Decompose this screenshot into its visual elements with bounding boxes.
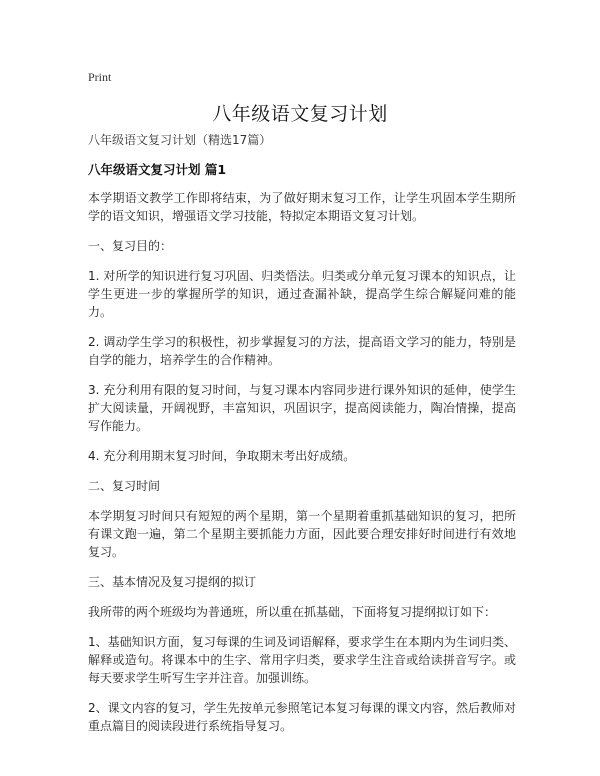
document-body [88,131,516,747]
outline-item-1: 1、基础知识方面，复习每课的生词及词语解释，要求学生在本期内为生词归类、解释或造句。将课本中的生字、常用字归类，要求学生注音或给读拼音写字。或每天要求学生听写生字并注音。加强训练。 [88,635,516,685]
review-time-paragraph: 本学期复习时间只有短短的两个星期，第一个星期着重抓基础知识的复习，把所有课文跑一遍，第二个星期主要抓能力方面，因此要合理安排好时间进行有效地复习。 [88,509,516,559]
document-subtitle: 八年级语文复习计划（精选17篇） [88,133,272,147]
purpose-item-3: 3. 充分利用有限的复习时间，与复习课本内容同步进行课外知识的延伸，使学生扩大阅读量，开阔视野，丰富知识，巩固识字，提高阅读能力，陶冶情操，提高写作能力。 [88,383,516,433]
purpose-item-4: 4. 充分利用期末复习时间，争取期末考出好成绩。 [88,449,356,463]
purpose-item-1: 1. 对所学的知识进行复习巩固、归类悟法。归类或分单元复习课本的知识点，让学生更进一步的掌握所学的知识，通过查漏补缺，提高学生综合解疑问难的能力。 [88,269,516,319]
heading-review-purpose: 一、复习目的： [88,239,173,253]
section-heading: 八年级语文复习计划 篇1 [88,162,227,177]
outline-item-2: 2、课文内容的复习，学生先按单元参照笔记本复习每课的课文内容，然后教师对重点篇目的阅读段进行系统指导复习。 [88,701,516,733]
purpose-item-2: 2. 调动学生学习的积极性，初步掌握复习的方法，提高语文学习的能力，特别是自学的能力，培养学生的合作精神。 [88,335,516,367]
heading-basic-situation: 三、基本情况及复习提纲的拟订 [88,575,257,589]
heading-review-time: 二、复习时间 [88,479,161,493]
intro-paragraph: 本学期语文教学工作即将结束，为了做好期末复习工作，让学生巩固本学生期所学的语文知识，增强语文学习技能，特拟定本期语文复习计划。 [88,191,516,223]
print-link[interactable]: Print [88,70,112,84]
page-title: 八年级语文复习计划 [212,103,388,125]
basic-situation-paragraph: 我所带的两个班级均为普通班，所以重在抓基础，下面将复习提纲拟订如下： [88,605,497,619]
